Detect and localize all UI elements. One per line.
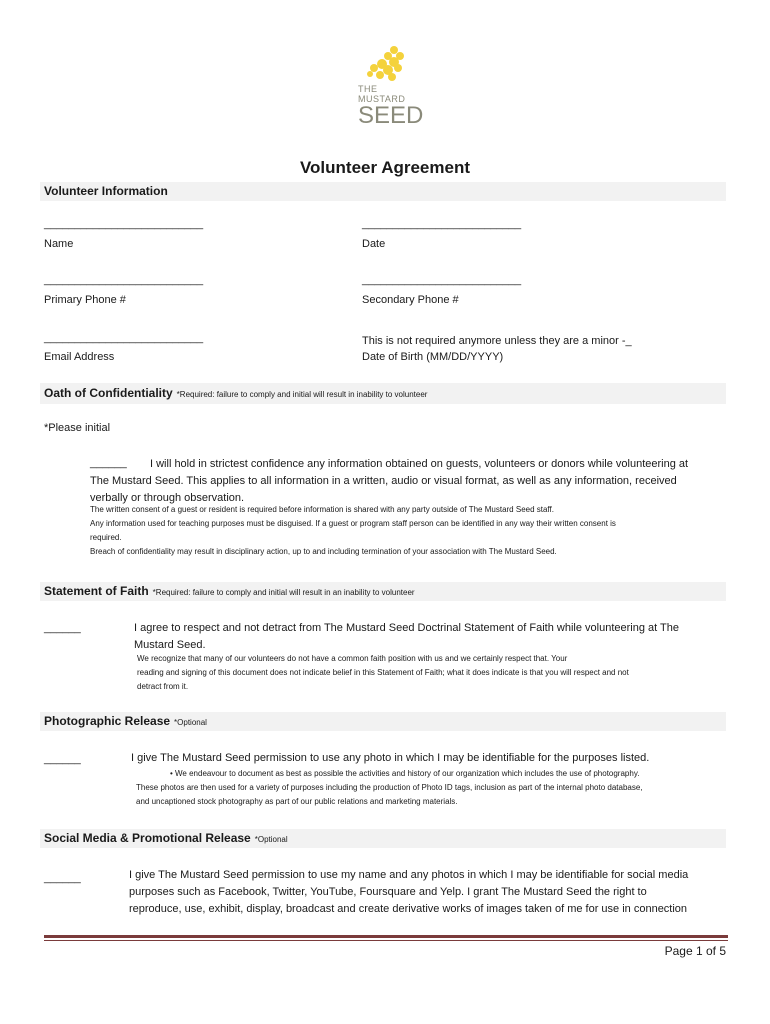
date-field[interactable]: __________________________ (362, 218, 522, 230)
photo-heading (40, 712, 726, 731)
oath-line-3: verbally or through observation. (90, 492, 245, 504)
faith-fine-3: detract from it. (137, 682, 189, 691)
logo-seed: SEED (358, 102, 424, 129)
email-label: Email Address (44, 351, 115, 363)
oath-required-note: *Required: failure to comply and initial will result in inability to volunteer (176, 390, 428, 399)
photo-optional-note: *Optional (174, 718, 207, 727)
logo-the: THE (358, 84, 378, 94)
social-optional-note: *Optional (254, 835, 288, 844)
faith-fine-1: We recognize that many of our volunteers do not have a common faith position with us and we certainly respect that. Your (137, 654, 568, 663)
social-line-1: I give The Mustard Seed permission to use my name and any photos in which I may be identifiable for social media (129, 869, 689, 881)
please-initial-text: *Please initial (44, 422, 111, 434)
photo-initial-field[interactable]: ______ (44, 753, 81, 765)
mustard-flower-icon (364, 44, 408, 86)
oath-initial-field[interactable]: ______ (90, 457, 127, 469)
oath-fine-print (90, 503, 616, 559)
social-paragraph (129, 867, 688, 918)
faith-required-note: *Required: failure to comply and initial will result in an inability to volunteer (152, 588, 415, 597)
photo-fine-print (136, 767, 643, 809)
social-heading-text: Social Media & Promotional Release (44, 831, 251, 845)
oath-fine-3: required. (90, 533, 122, 542)
photo-fine-1: • We endeavour to document as best as possible the activities and history of our organization which includes the use of photography. (170, 769, 640, 778)
mustard-seed-logo (356, 44, 424, 138)
logo-mustard: MUSTARD (358, 94, 406, 104)
oath-fine-2: Any information used for teaching purposes must be disguised. If a guest or program staff person can be identified in any way their written consent is (90, 519, 616, 528)
photo-heading-text: Photographic Release (44, 714, 171, 728)
photo-line: I give The Mustard Seed permission to use any photo in which I may be identifiable for the purposes listed. (131, 752, 650, 764)
oath-fine-1: The written consent of a guest or resident is required before information is shared with any party outside of The Mustard Seed staff. (90, 505, 554, 514)
name-field[interactable]: __________________________ (44, 218, 204, 230)
secondary-phone-label: Secondary Phone # (362, 294, 459, 306)
social-heading (40, 829, 726, 848)
photo-fine-3: and uncaptioned stock photography as part of our public relations and marketing materials. (136, 797, 458, 806)
page-title: Volunteer Agreement (299, 158, 471, 177)
faith-paragraph (134, 620, 679, 654)
secondary-phone-field[interactable]: __________________________ (362, 274, 522, 286)
social-line-2: purposes such as Facebook, Twitter, YouTube, Foursquare and Yelp. I grant The Mustard Seed the right to (129, 886, 647, 898)
faith-heading (40, 582, 726, 601)
photo-fine-2: These photos are then used for a variety of purposes including the production of Photo ID tags, inclusion as part of the internal photo database, (136, 783, 643, 792)
faith-heading-text: Statement of Faith (44, 584, 149, 598)
name-label: Name (44, 238, 74, 250)
email-field[interactable]: __________________________ (44, 332, 204, 344)
page-number: Page 1 of 5 (664, 944, 726, 958)
faith-line-1: I agree to respect and not detract from The Mustard Seed Doctrinal Statement of Faith while volunteering at The (134, 622, 679, 634)
faith-line-2: Mustard Seed. (134, 639, 206, 651)
oath-line-2: The Mustard Seed. This applies to all information in a written, audio or visual format, as well as any information, received (90, 475, 677, 487)
volunteer-info-heading (40, 182, 726, 201)
faith-fine-2: reading and signing of this document does not indicate belief in this Statement of Faith; what it does indicate is that you will respect and not (137, 668, 629, 677)
minor-note: This is not required anymore unless they are a minor -_ (362, 335, 632, 347)
social-initial-field[interactable]: ______ (44, 872, 81, 884)
social-line-3: reproduce, use, exhibit, display, broadcast and create derivative works of images taken of me for use in connection (129, 903, 688, 915)
footer-rule-thin (44, 940, 728, 941)
oath-line-1: I will hold in strictest confidence any information obtained on guests, volunteers or donors while volunteering at (150, 458, 689, 470)
oath-fine-4: Breach of confidentiality may result in disciplinary action, up to and including termination of your association with The Mustard Seed. (90, 547, 557, 556)
faith-initial-field[interactable]: ______ (44, 622, 81, 634)
date-label: Date (362, 238, 386, 250)
oath-heading (40, 383, 726, 404)
dob-label: Date of Birth (MM/DD/YYYY) (362, 351, 504, 363)
primary-phone-field[interactable]: __________________________ (44, 274, 204, 286)
faith-fine-print (137, 652, 629, 694)
oath-paragraph (90, 456, 688, 507)
volunteer-info-heading-text: Volunteer Information (44, 184, 168, 198)
footer-rule (44, 935, 728, 938)
primary-phone-label: Primary Phone # (44, 294, 126, 306)
oath-heading-text: Oath of Confidentiality (44, 386, 173, 400)
